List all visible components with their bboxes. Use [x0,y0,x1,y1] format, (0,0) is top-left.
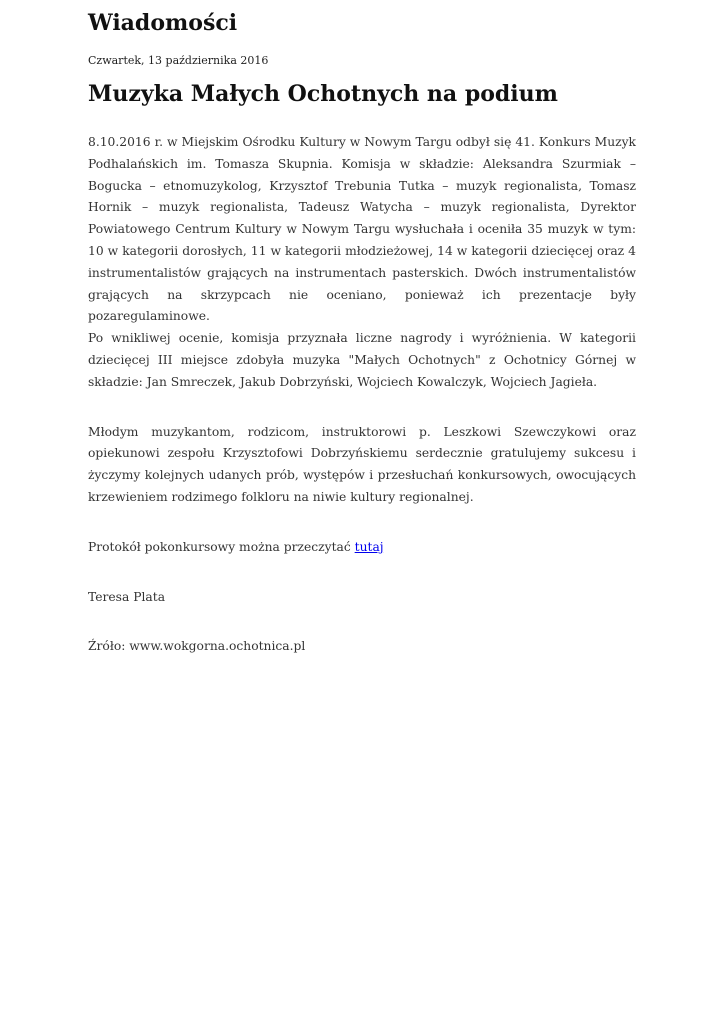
post-title: Muzyka Małych Ochotnych na podium [88,81,558,107]
page [88,0,636,658]
paragraph-awards: Po wnikliwej ocenie, komisja przyznała liczne nagrody i wyróżnienia. W kategorii dziecięcej III miejsce zdobyła muzyka "Małych Ochotnych" z Ochotnicy Górnej w składzie: Jan Smreczek, Jakub Dobrzyński, Wojciech Kowalczyk, Wojciech Jagieła. [88,331,636,389]
post-date: Czwartek, 13 października 2016 [88,54,269,67]
protocol-line [88,537,636,559]
post-content [88,132,636,658]
paragraph-competition: 8.10.2016 r. w Miejskim Ośrodku Kultury w Nowym Targu odbył się 41. Konkurs Muzyk Podhalańskich im. Tomasza Skupnia. Komisja w składzie: Aleksandra Szurmiak – Bogucka – etnomuzykolog, Krzysztof Trebunia Tutka – muzyk regionalista, Tomasz Hornik – muzyk regionalista, Tadeusz Watycha – muzyk regionalista, Dyrektor Powiatowego Centrum Kultury w Nowym Targu wysłuchała i oceniła 35 muzyk w tym: 10 w kategorii dorosłych, 11 w kategorii młodzieżowej, 14 w kategorii dziecięcej oraz 4 instrumentalistów grających na instrumentach pasterskich. Dwóch instrumentalistów grających na skrzypcach nie oceniano, ponieważ ich prezentacje były pozaregulaminowe. [88,135,636,324]
source: Źróło: www.wokgorna.ochotnica.pl [88,639,306,654]
spacer [88,509,636,537]
protocol-link[interactable]: tutaj [354,539,384,554]
spacer [88,559,636,587]
site-title: Wiadomości [88,10,238,36]
spacer [88,394,636,422]
author: Teresa Plata [88,589,166,604]
spacer [88,608,636,636]
protocol-text: Protokół pokonkursowy można przeczytać [88,539,355,554]
paragraph-congratulations: Młodym muzykantom, rodzicom, instruktorowi p. Leszkowi Szewczykowi oraz opiekunowi zespołu Krzysztofowi Dobrzyńskiemu serdecznie gratulujemy sukcesu i życzymy kolejnych udanych prób, występów i przesłuchań konkursowych, owocujących krzewieniem rodzimego folkloru na niwie kultury regionalnej. [88,424,636,504]
